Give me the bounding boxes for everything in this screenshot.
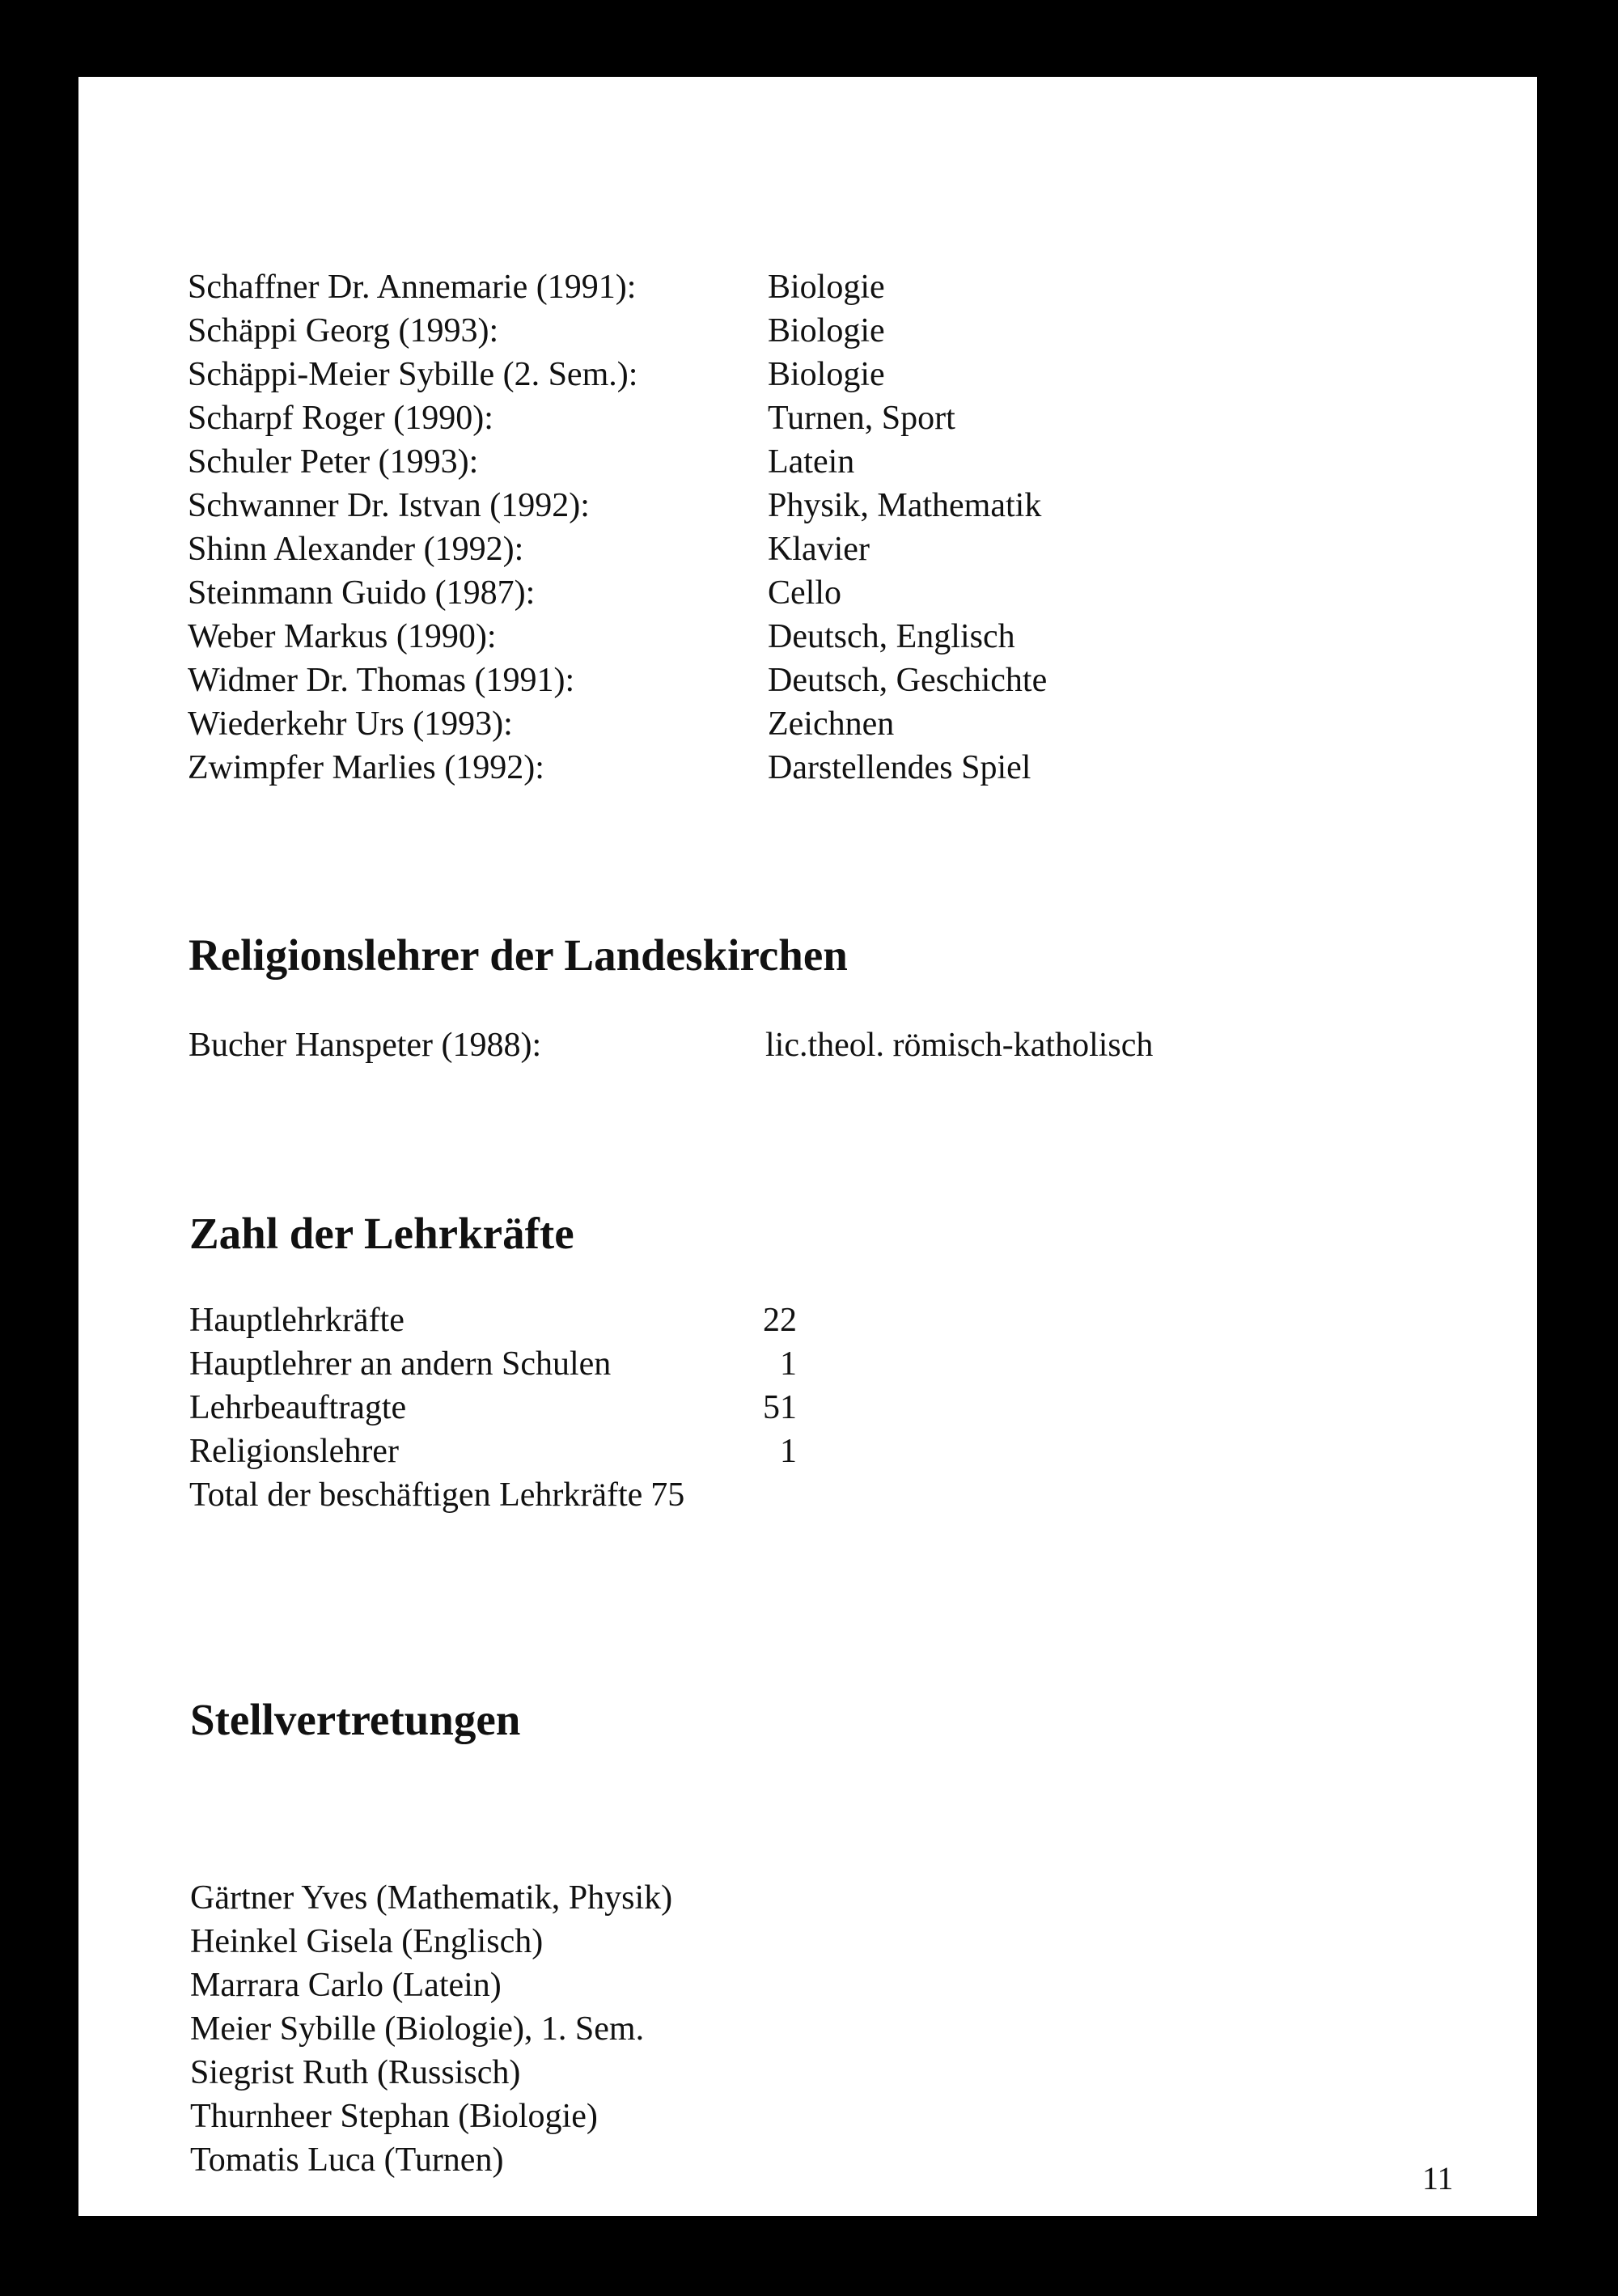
teacher-row <box>188 353 1047 396</box>
teacher-name: Steinmann Guido (1987): <box>188 574 536 612</box>
substitutes-list <box>190 1876 672 2182</box>
teacher-row <box>188 265 1047 309</box>
teacher-name: Scharpf Roger (1990): <box>188 400 493 437</box>
substitute-item: Heinkel Gisela (Englisch) <box>190 1923 544 1960</box>
teacher-name: Weber Markus (1990): <box>188 618 497 655</box>
teacher-row <box>188 527 1047 571</box>
teacher-row <box>188 396 1047 440</box>
count-value: 51 <box>763 1389 797 1426</box>
teacher-row <box>188 659 1047 702</box>
religion-heading: Religionslehrer der Landeskirchen <box>188 930 848 980</box>
teacher-row <box>188 702 1047 746</box>
teacher-row <box>188 309 1047 353</box>
teacher-subject: Latein <box>768 443 855 481</box>
substitute-item: Thurnheer Stephan (Biologie) <box>190 2098 598 2135</box>
teacher-name: Schäppi Georg (1993): <box>188 312 499 349</box>
count-label: Lehrbeauftragte <box>189 1389 407 1426</box>
substitutes-heading: Stellvertretungen <box>190 1695 521 1744</box>
document-page <box>78 77 1537 2216</box>
teacher-name: Schaffner Dr. Annemarie (1991): <box>188 269 637 306</box>
teacher-row <box>188 746 1047 790</box>
teacher-subject: Zeichnen <box>768 705 895 743</box>
teacher-subject: Cello <box>768 574 841 612</box>
teacher-subject: Klavier <box>768 531 870 568</box>
teacher-name: Schwanner Dr. Istvan (1992): <box>188 487 590 524</box>
teacher-subject: Turnen, Sport <box>768 400 955 437</box>
teacher-name: Zwimpfer Marlies (1992): <box>188 749 544 786</box>
teacher-subject: Darstellendes Spiel <box>768 749 1031 786</box>
religion-teacher-row <box>188 1023 1153 1067</box>
teacher-subject: Biologie <box>768 312 885 349</box>
teacher-subject: Deutsch, Geschichte <box>768 662 1048 699</box>
page-number: 11 <box>1422 2160 1454 2196</box>
substitute-item: Marrara Carlo (Latein) <box>190 1967 502 2004</box>
count-row <box>189 1430 797 1473</box>
count-total-value: 75 <box>650 1476 685 1514</box>
count-value: 22 <box>763 1302 797 1339</box>
count-label: Hauptlehrkräfte <box>189 1302 404 1339</box>
count-row <box>189 1298 797 1342</box>
religion-teacher-name: Bucher Hanspeter (1988): <box>188 1027 542 1064</box>
teacher-name: Schäppi-Meier Sybille (2. Sem.): <box>188 356 638 393</box>
substitute-item: Tomatis Luca (Turnen) <box>190 2141 504 2179</box>
teacher-row <box>188 484 1047 527</box>
teacher-name: Widmer Dr. Thomas (1991): <box>188 662 575 699</box>
teacher-row <box>188 440 1047 484</box>
teacher-row <box>188 571 1047 615</box>
teacher-subject: Biologie <box>768 356 885 393</box>
teacher-row <box>188 615 1047 659</box>
count-label: Hauptlehrer an andern Schulen <box>189 1345 612 1383</box>
count-value: 1 <box>780 1433 797 1470</box>
teacher-subject: Physik, Mathematik <box>768 487 1042 524</box>
count-label: Religionslehrer <box>189 1433 399 1470</box>
count-total-row <box>189 1473 797 1517</box>
count-total-label: Total der beschäftigen Lehrkräfte <box>189 1476 643 1514</box>
substitute-item: Siegrist Ruth (Russisch) <box>190 2054 521 2091</box>
teacher-name: Shinn Alexander (1992): <box>188 531 524 568</box>
teacher-subject: Deutsch, Englisch <box>768 618 1015 655</box>
teacher-count-heading: Zahl der Lehrkräfte <box>189 1209 574 1258</box>
teacher-name: Schuler Peter (1993): <box>188 443 479 481</box>
teacher-list <box>188 265 1047 790</box>
substitute-item: Meier Sybille (Biologie), 1. Sem. <box>190 2010 645 2048</box>
teacher-count-list <box>189 1298 797 1517</box>
substitute-item: Gärtner Yves (Mathematik, Physik) <box>190 1879 673 1917</box>
count-row <box>189 1386 797 1430</box>
teacher-subject: Biologie <box>768 269 885 306</box>
count-row <box>189 1342 797 1386</box>
count-value: 1 <box>780 1345 797 1383</box>
religion-teacher-subject: lic.theol. römisch-katholisch <box>765 1027 1154 1064</box>
teacher-name: Wiederkehr Urs (1993): <box>188 705 513 743</box>
